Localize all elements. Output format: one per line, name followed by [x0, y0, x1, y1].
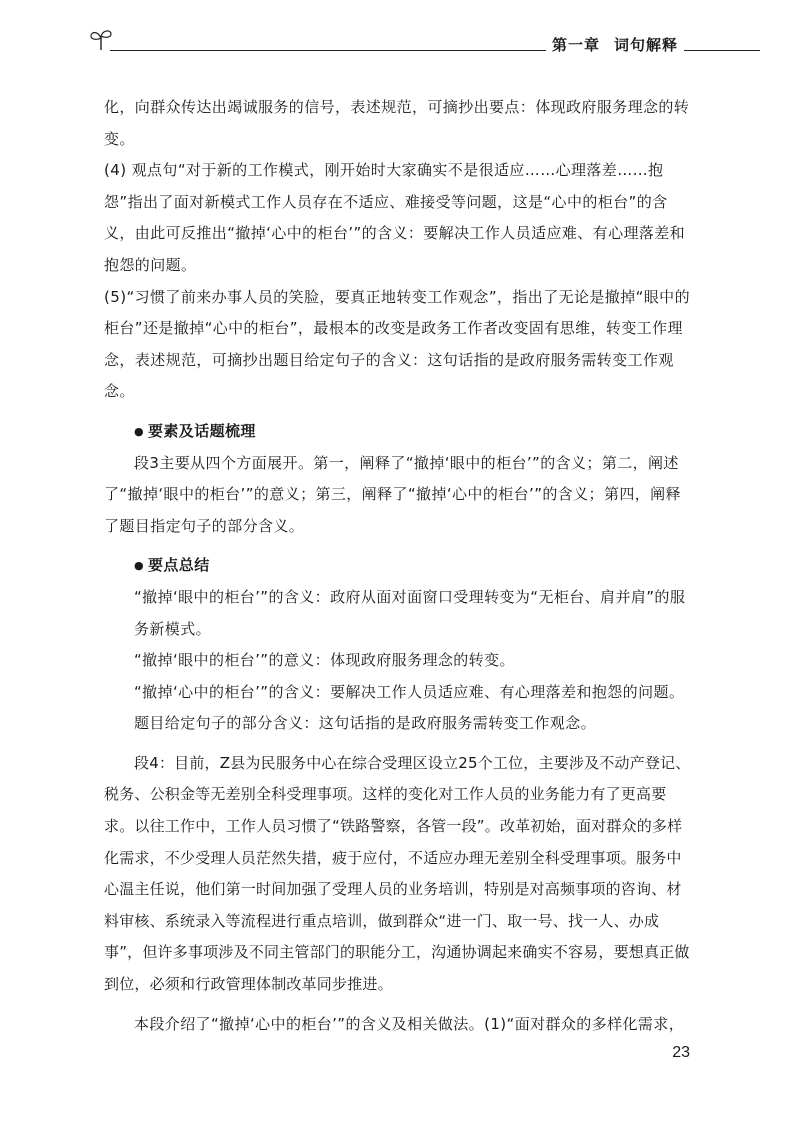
summary-item: “撤掉‘眼中的柜台’”的意义：体现政府服务理念的转变。: [134, 651, 515, 670]
paragraph: 化，向群众传达出竭诚服务的信号，表述规范，可摘抄出要点：体现政府服务理念的转变。: [104, 98, 690, 148]
summary-item: 题目给定句子的部分含义：这句话指的是政府服务需转变工作观念。: [134, 714, 597, 733]
chapter-label: 第一章: [551, 36, 600, 54]
paragraph: 段3主要从四个方面展开。第一，阐释了“撤掉‘眼中的柜台’”的含义；第二，阐述了“撤掉‘眼中的柜台’”的意义；第三，阐释了“撤掉‘心中的柜台’”的含义；第四，阐释了题目指定句子的部分含义。: [104, 453, 681, 535]
page-number: 23: [672, 1044, 690, 1061]
paragraph: (5)“习惯了前来办事人员的笑脸，要真正地转变工作观念”，指出了无论是撤掉“眼中的柜台”还是撤掉“心中的柜台”，最根本的改变是政务工作者改变固有思维，转变工作理念，表述规范，可摘抄出题目给定句子的含义：这句话指的是政府服务需转变工作观念。: [104, 287, 690, 401]
section-heading: ● 要点总结: [104, 550, 696, 582]
section-heading: ● 要素及话题梳理: [104, 416, 696, 448]
section-label: 词句解释: [613, 36, 678, 54]
chapter-title: [546, 34, 684, 55]
page-body: [104, 92, 696, 1040]
paragraph: 本段介绍了“撤掉‘心中的柜台’”的含义及相关做法。(1)“面对群众的多样化需求，: [134, 1014, 685, 1033]
paragraph: (4) 观点句“对于新的工作模式，刚开始时大家确实不是很适应……心理落差……抱怨”指出了面对新模式工作人员存在不适应、难接受等问题，这是“心中的柜台”的含义，由此可反推出“撤掉‘心中的柜台’”的含义：要解决工作人员适应难、有心理落差和抱怨的问题。: [104, 161, 686, 274]
summary-item: “撤掉‘眼中的柜台’”的含义：政府从面对面窗口受理转变为“无柜台、肩并肩”的服务新模式。: [134, 587, 686, 638]
page-header: [88, 28, 760, 56]
sprout-icon: [88, 26, 114, 52]
summary-item: “撤掉‘心中的柜台’”的含义：要解决工作人员适应难、有心理落差和抱怨的问题。: [134, 682, 685, 701]
case-paragraph: 段4：目前，Z县为民服务中心在综合受理区设立25个工位，主要涉及不动产登记、税务、公积金等无差别全科受理事项。这样的变化对工作人员的业务能力有了更高要求。以往工作中，工作人员习惯了“铁路警察，各管一段”。改革初始，面对群众的多样化需求，不少受理人员茫然失措，疲于应付，不适应办理无差别全科受理事项。服务中心温主任说，他们第一时间加强了受理人员的业务培训，特别是对高频事项的咨询、材料审核、系统录入等流程进行重点培训，做到群众“进一门、取一号、找一人、办成事”，但许多事项涉及不同主管部门的职能分工，沟通协调起来确实不容易，要想真正做到位，必须和行政管理体制改革同步推进。: [104, 753, 691, 994]
